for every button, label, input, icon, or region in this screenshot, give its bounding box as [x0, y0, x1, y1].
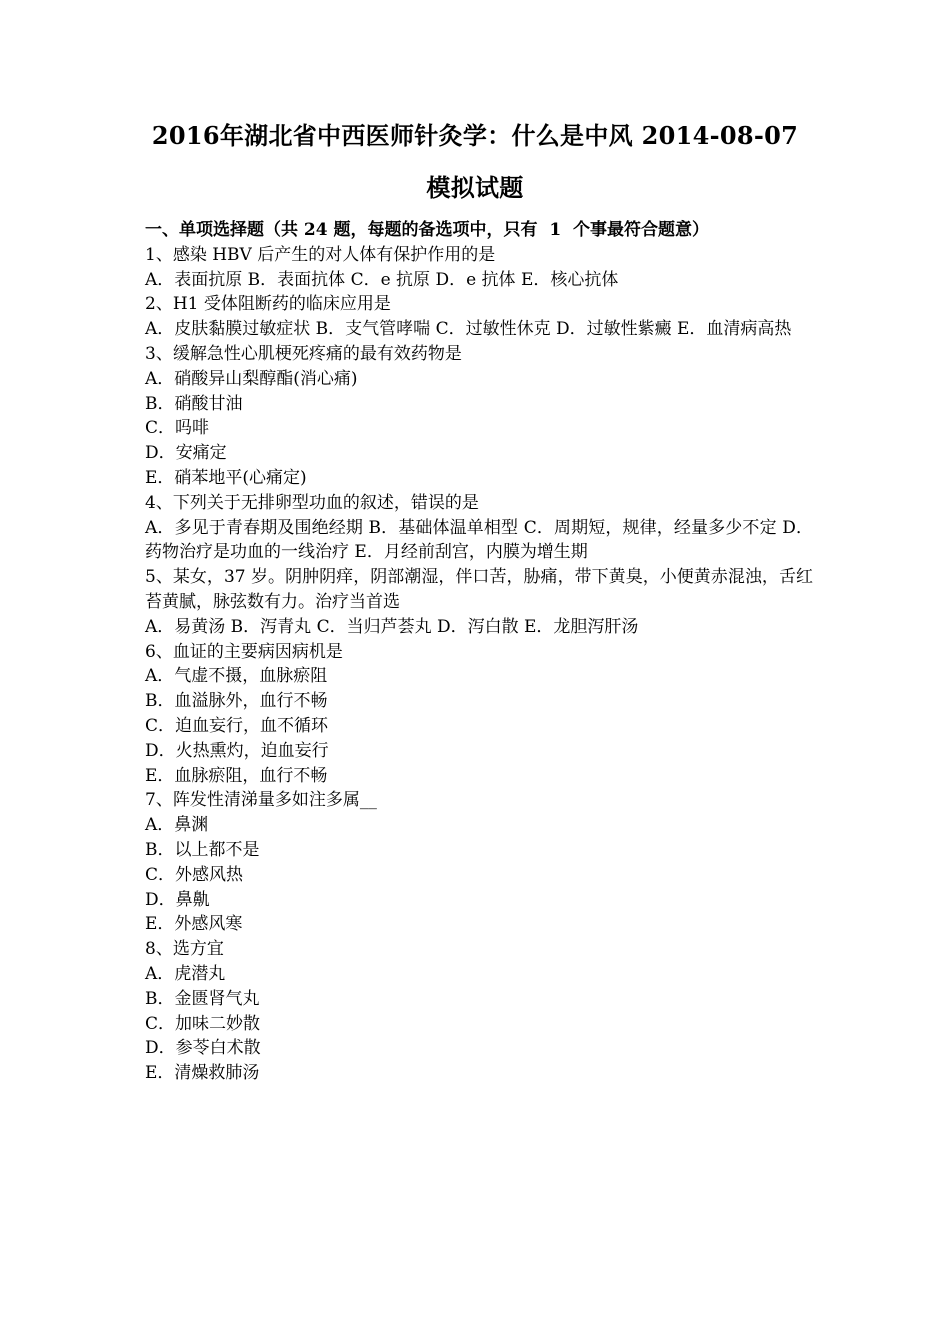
question-2-options: A．皮肤黏膜过敏症状 B．支气管哮喘 C．过敏性休克 D．过敏性紫癜 E．血清病高热 [145, 319, 792, 340]
question-7-option-c: C．外感风热 [145, 864, 244, 885]
document-title-line-1: 2016年湖北省中西医师针灸学：什么是中风 2014-08-07 [151, 121, 799, 150]
question-8-option-e: E．清燥救肺汤 [145, 1063, 260, 1084]
question-7-option-e: E．外感风寒 [145, 914, 243, 935]
question-5-stem: 5、某女，37 岁。阴肿阴痒，阴部潮湿，伴口苦，胁痛，带下黄臭，小便黄赤混浊，舌红苔黄腻，脉弦数有力。治疗当首选 [145, 567, 813, 612]
question-6-option-e: E．血脉瘀阻，血行不畅 [145, 765, 328, 786]
question-8-option-a: A．虎潜丸 [145, 963, 226, 984]
question-5-options: A．易黄汤 B．泻青丸 C．当归芦荟丸 D．泻白散 E．龙胆泻肝汤 [145, 616, 639, 637]
question-3-option-d: D．安痛定 [145, 443, 227, 464]
question-3-stem: 3、缓解急性心肌梗死疼痛的最有效药物是 [145, 343, 462, 364]
question-8-option-d: D．参苓白术散 [145, 1038, 261, 1059]
question-7-option-a: A．鼻渊 [145, 815, 209, 836]
question-6-option-d: D．火热熏灼，迫血妄行 [145, 740, 329, 761]
document-title-line-2: 模拟试题 [426, 173, 524, 202]
question-3-option-c: C．吗啡 [145, 418, 210, 439]
question-3-option-b: B．硝酸甘油 [145, 393, 243, 414]
question-6-option-c: C．迫血妄行，血不循环 [145, 715, 329, 736]
section-heading: 一、单项选择题（共 24 题，每题的备选项中，只有 1 个事最符合题意） [145, 220, 709, 240]
question-7-option-b: B．以上都不是 [145, 839, 260, 860]
question-6-option-b: B．血溢脉外，血行不畅 [145, 691, 328, 712]
question-7-option-d: D．鼻鼽 [145, 889, 210, 910]
question-3-option-e: E．硝苯地平(心痛定) [145, 467, 307, 488]
question-8-option-b: B．金匮肾气丸 [145, 988, 260, 1009]
question-3-option-a: A．硝酸异山梨醇酯(消心痛) [145, 368, 358, 389]
question-2-stem: 2、H1 受体阻断药的临床应用是 [145, 294, 391, 315]
question-1-stem: 1、感染 HBV 后产生的对人体有保护作用的是 [145, 244, 496, 265]
question-8-stem: 8、选方宜 [145, 939, 224, 960]
question-4-options: A．多见于青春期及围绝经期 B．基础体温单相型 C．周期短，规律，经量多少不定 D．药物治疗是功血的一线治疗 E．月经前刮宫，内膜为增生期 [145, 517, 813, 563]
question-4-stem: 4、下列关于无排卵型功血的叙述，错误的是 [145, 492, 479, 513]
question-6-option-a: A．气虚不摄，血脉瘀阻 [145, 666, 328, 687]
question-6-stem: 6、血证的主要病因病机是 [145, 641, 343, 662]
question-7-stem: 7、阵发性清涕量多如注多属__ [145, 790, 377, 811]
question-8-option-c: C．加味二妙散 [145, 1013, 261, 1034]
document-body [145, 218, 813, 1086]
question-1-options: A．表面抗原 B．表面抗体 C．e 抗原 D．e 抗体 E．核心抗体 [145, 269, 619, 290]
